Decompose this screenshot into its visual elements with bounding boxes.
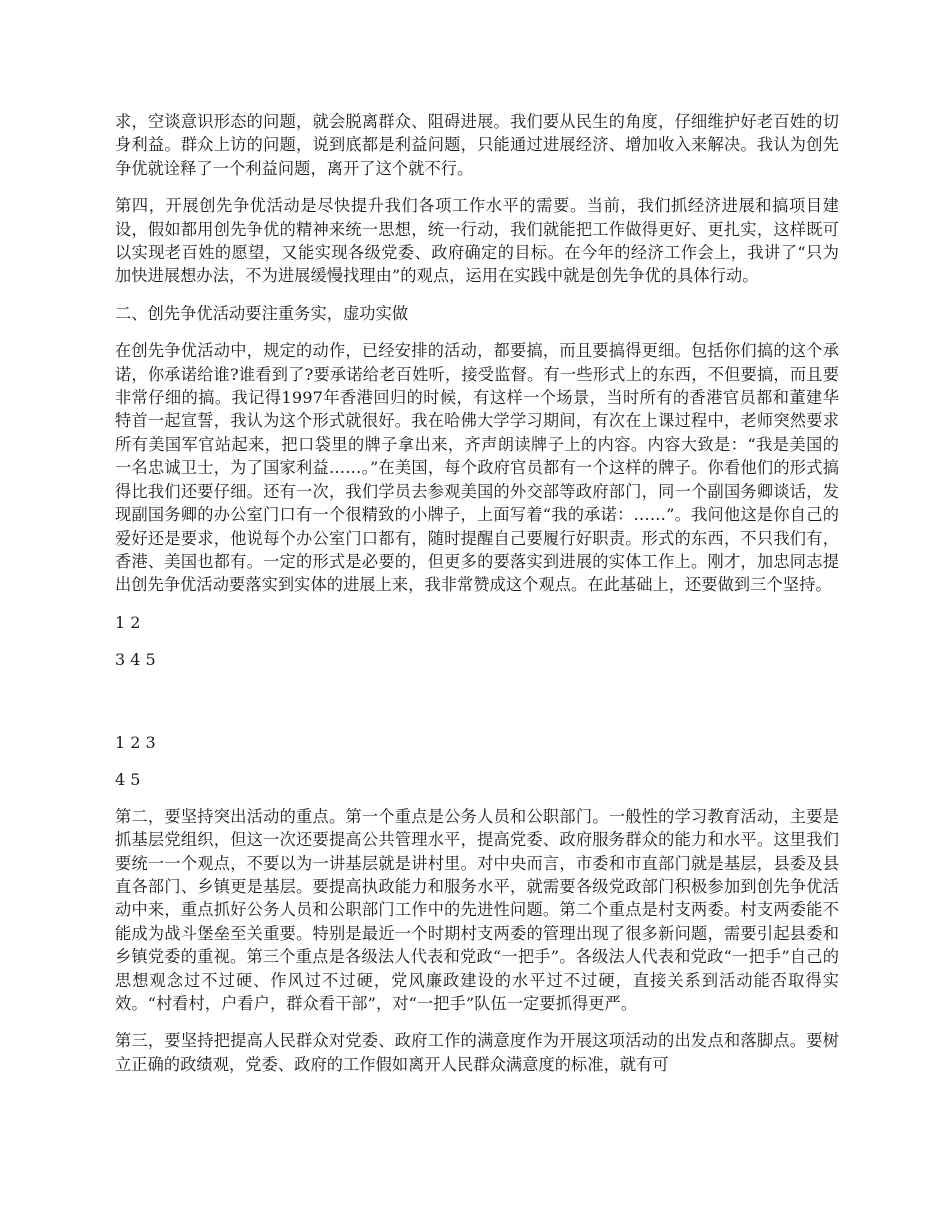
paragraph: 第二，要坚持突出活动的重点。第一个重点是公务人员和公职部门。一般性的学习教育活动，主要是抓基层党组织，但这一次还要提高公共管理水平，提高党委、政府服务群众的能力和水平。这里我们要统一一个观点，不要以为一讲基层就是讲村里。对中央而言，市委和市直部门就是基层，县委及县直各部门、乡镇更是基层。要提高执政能力和服务水平，就需要各级党政部门积极参加到创先争优活动中来，重点抓好公务人员和公职部门工作中的先进性问题。第二个重点是村支两委。村支两委能不能成为战斗堡垒至关重要。特别是最近一个时期村支两委的管理出现了很多新问题，需要引起县委和乡镇党委的重视。第三个重点是各级法人代表和党政“一把手”。各级法人代表和党政“一把手”自己的思想观念过不过硬、作风过不过硬，党风廉政建设的水平过不过硬，直接关系到活动能否取得实效。“村看村，户看户，群众看干部”，对“一把手”队伍一定要抓得更严。 [115, 806, 839, 1013]
paragraph: 第四，开展创先争优活动是尽快提升我们各项工作水平的需要。当前，我们抓经济进展和搞项目建设，假如都用创先争优的精神来统一思想，统一行动，我们就能把工作做得更好、更扎实，这样既可以实现老百姓的愿望，又能实现各级党委、政府确定的目标。在今年的经济工作会上，我讲了“只为加快进展想办法，不为进展缓慢找理由”的观点，运用在实践中就是创先争优的具体行动。 [115, 196, 839, 286]
section-heading: 二、创先争优活动要注重务实，虚功实做 [115, 303, 409, 323]
paragraph: 第三，要坚持把提高人民群众对党委、政府工作的满意度作为开展这项活动的出发点和落脚点。要树立正确的政绩观，党委、政府的工作假如离开人民群众满意度的标准，就有可 [115, 1031, 839, 1074]
spacer [115, 685, 839, 731]
page-number-line: 4 5 [115, 769, 141, 789]
page-number-line: 1 2 [115, 612, 141, 632]
paragraph: 在创先争优活动中，规定的动作，已经安排的活动，都要搞，而且要搞得更细。包括你们搞的这个承诺，你承诺给谁?谁看到了?要承诺给老百姓听，接受监督。有一些形式上的东西，不但要搞，而且要非常仔细的搞。我记得1997年香港回归的时候，有这样一个场景，当时所有的香港官员都和董建华特首一起宣誓，我认为这个形式就很好。我在哈佛大学学习期间，有次在上课过程中，老师突然要求所有美国军官站起来，把口袋里的牌子拿出来，齐声朗读牌子上的内容。内容大致是：“我是美国的一名忠诚卫士，为了国家利益……。”在美国，每个政府官员都有一个这样的牌子。你看他们的形式搞得比我们还要仔细。还有一次，我们学员去参观美国的外交部等政府部门，同一个副国务卿谈话，发现副国务卿的办公室门口有一个很精致的小牌子，上面写着“我的承诺：……”。我问他这是你自己的爱好还是要求，他说每个办公室门口都有，随时提醒自己要履行好职责。形式的东西，不只我们有，香港、美国也都有。一定的形式是必要的，但更多的要落实到进展的实体工作上。刚才，加忠同志提出创先争优活动要落实到实体的进展上来，我非常赞成这个观点。在此基础上，还要做到三个坚持。 [115, 341, 839, 595]
document-page [115, 110, 839, 1090]
page-number-line: 3 4 5 [115, 649, 156, 669]
paragraph: 求，空谈意识形态的问题，就会脱离群众、阻碍进展。我们要从民生的角度，仔细维护好老百姓的切身利益。群众上访的问题，说到底都是利益问题，只能通过进展经济、增加收入来解决。我认为创先争优就诠释了一个利益问题，离开了这个就不行。 [115, 112, 839, 178]
page-number-line: 1 2 3 [115, 732, 156, 752]
